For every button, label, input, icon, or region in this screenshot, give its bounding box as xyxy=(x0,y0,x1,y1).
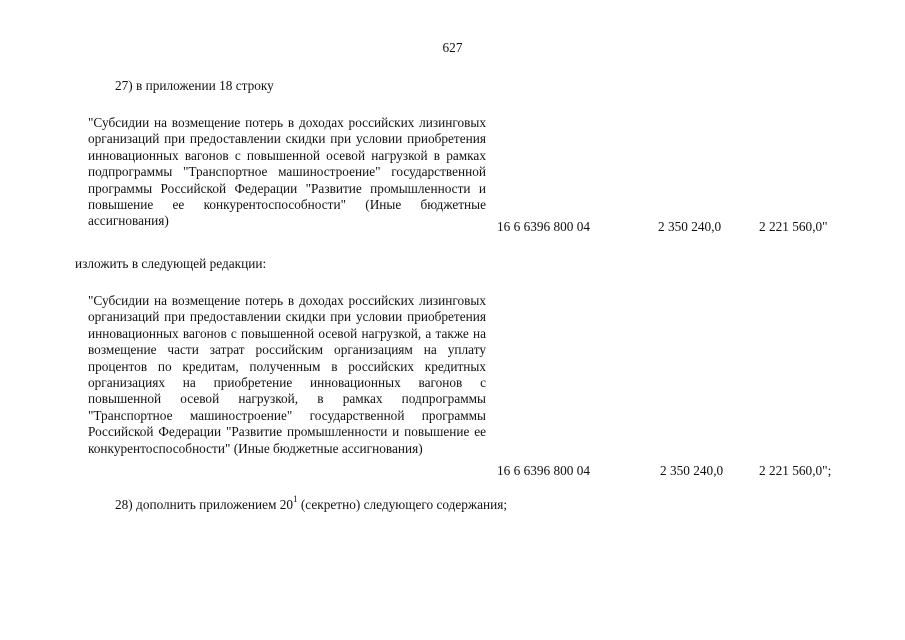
old-row-code: 16 6 6396 800 04 xyxy=(497,219,591,234)
new-row-amount-2: 2 221 560,0"; xyxy=(759,463,832,478)
item-27-text: 27) в приложении 18 строку xyxy=(115,78,274,93)
new-row-amount-1: 2 350 240,0 xyxy=(660,463,724,478)
old-row-amount-1: 2 350 240,0 xyxy=(658,219,722,234)
item-28-text xyxy=(115,493,508,513)
new-row-description: "Субсидии на возмещение потерь в доходах российских лизинговых организаций при предоставлении скидки при условии приобретения инновационных вагонов с повышенной осевой нагрузкой, а также на возмещение части затрат российским организациям на уплату процентов по кредитам, полученным в российских кредитных организациях на приобретение инновационных вагонов с повышенной осевой нагрузкой, в рамках подпрограммы "Транспортное машиностроение" государственной программы Российской Федерации "Развитие промышленности и повышение ее конкурентоспособности" (Иные бюджетные ассигнования) xyxy=(88,293,486,456)
item-28-suffix: (секретно) следующего содержания; xyxy=(297,497,508,512)
instruction-text: изложить в следующей редакции: xyxy=(75,256,267,271)
old-row-description: "Субсидии на возмещение потерь в доходах российских лизинговых организаций при предоставлении скидки при условии приобретения инновационных вагонов с повышенной осевой нагрузкой в рамках подпрограммы "Транспортное машиностроение" государственной программы Российской Федерации "Развитие промышленности и повышение ее конкурентоспособности" (Иные бюджетные ассигнования) xyxy=(88,115,486,229)
item-28-superscript: 1 xyxy=(293,493,298,504)
page-number: 627 xyxy=(442,40,463,55)
item-28-prefix: 28) дополнить приложением 20 xyxy=(115,497,294,512)
new-row-code: 16 6 6396 800 04 xyxy=(497,463,591,478)
old-row-amount-2: 2 221 560,0" xyxy=(759,219,828,234)
